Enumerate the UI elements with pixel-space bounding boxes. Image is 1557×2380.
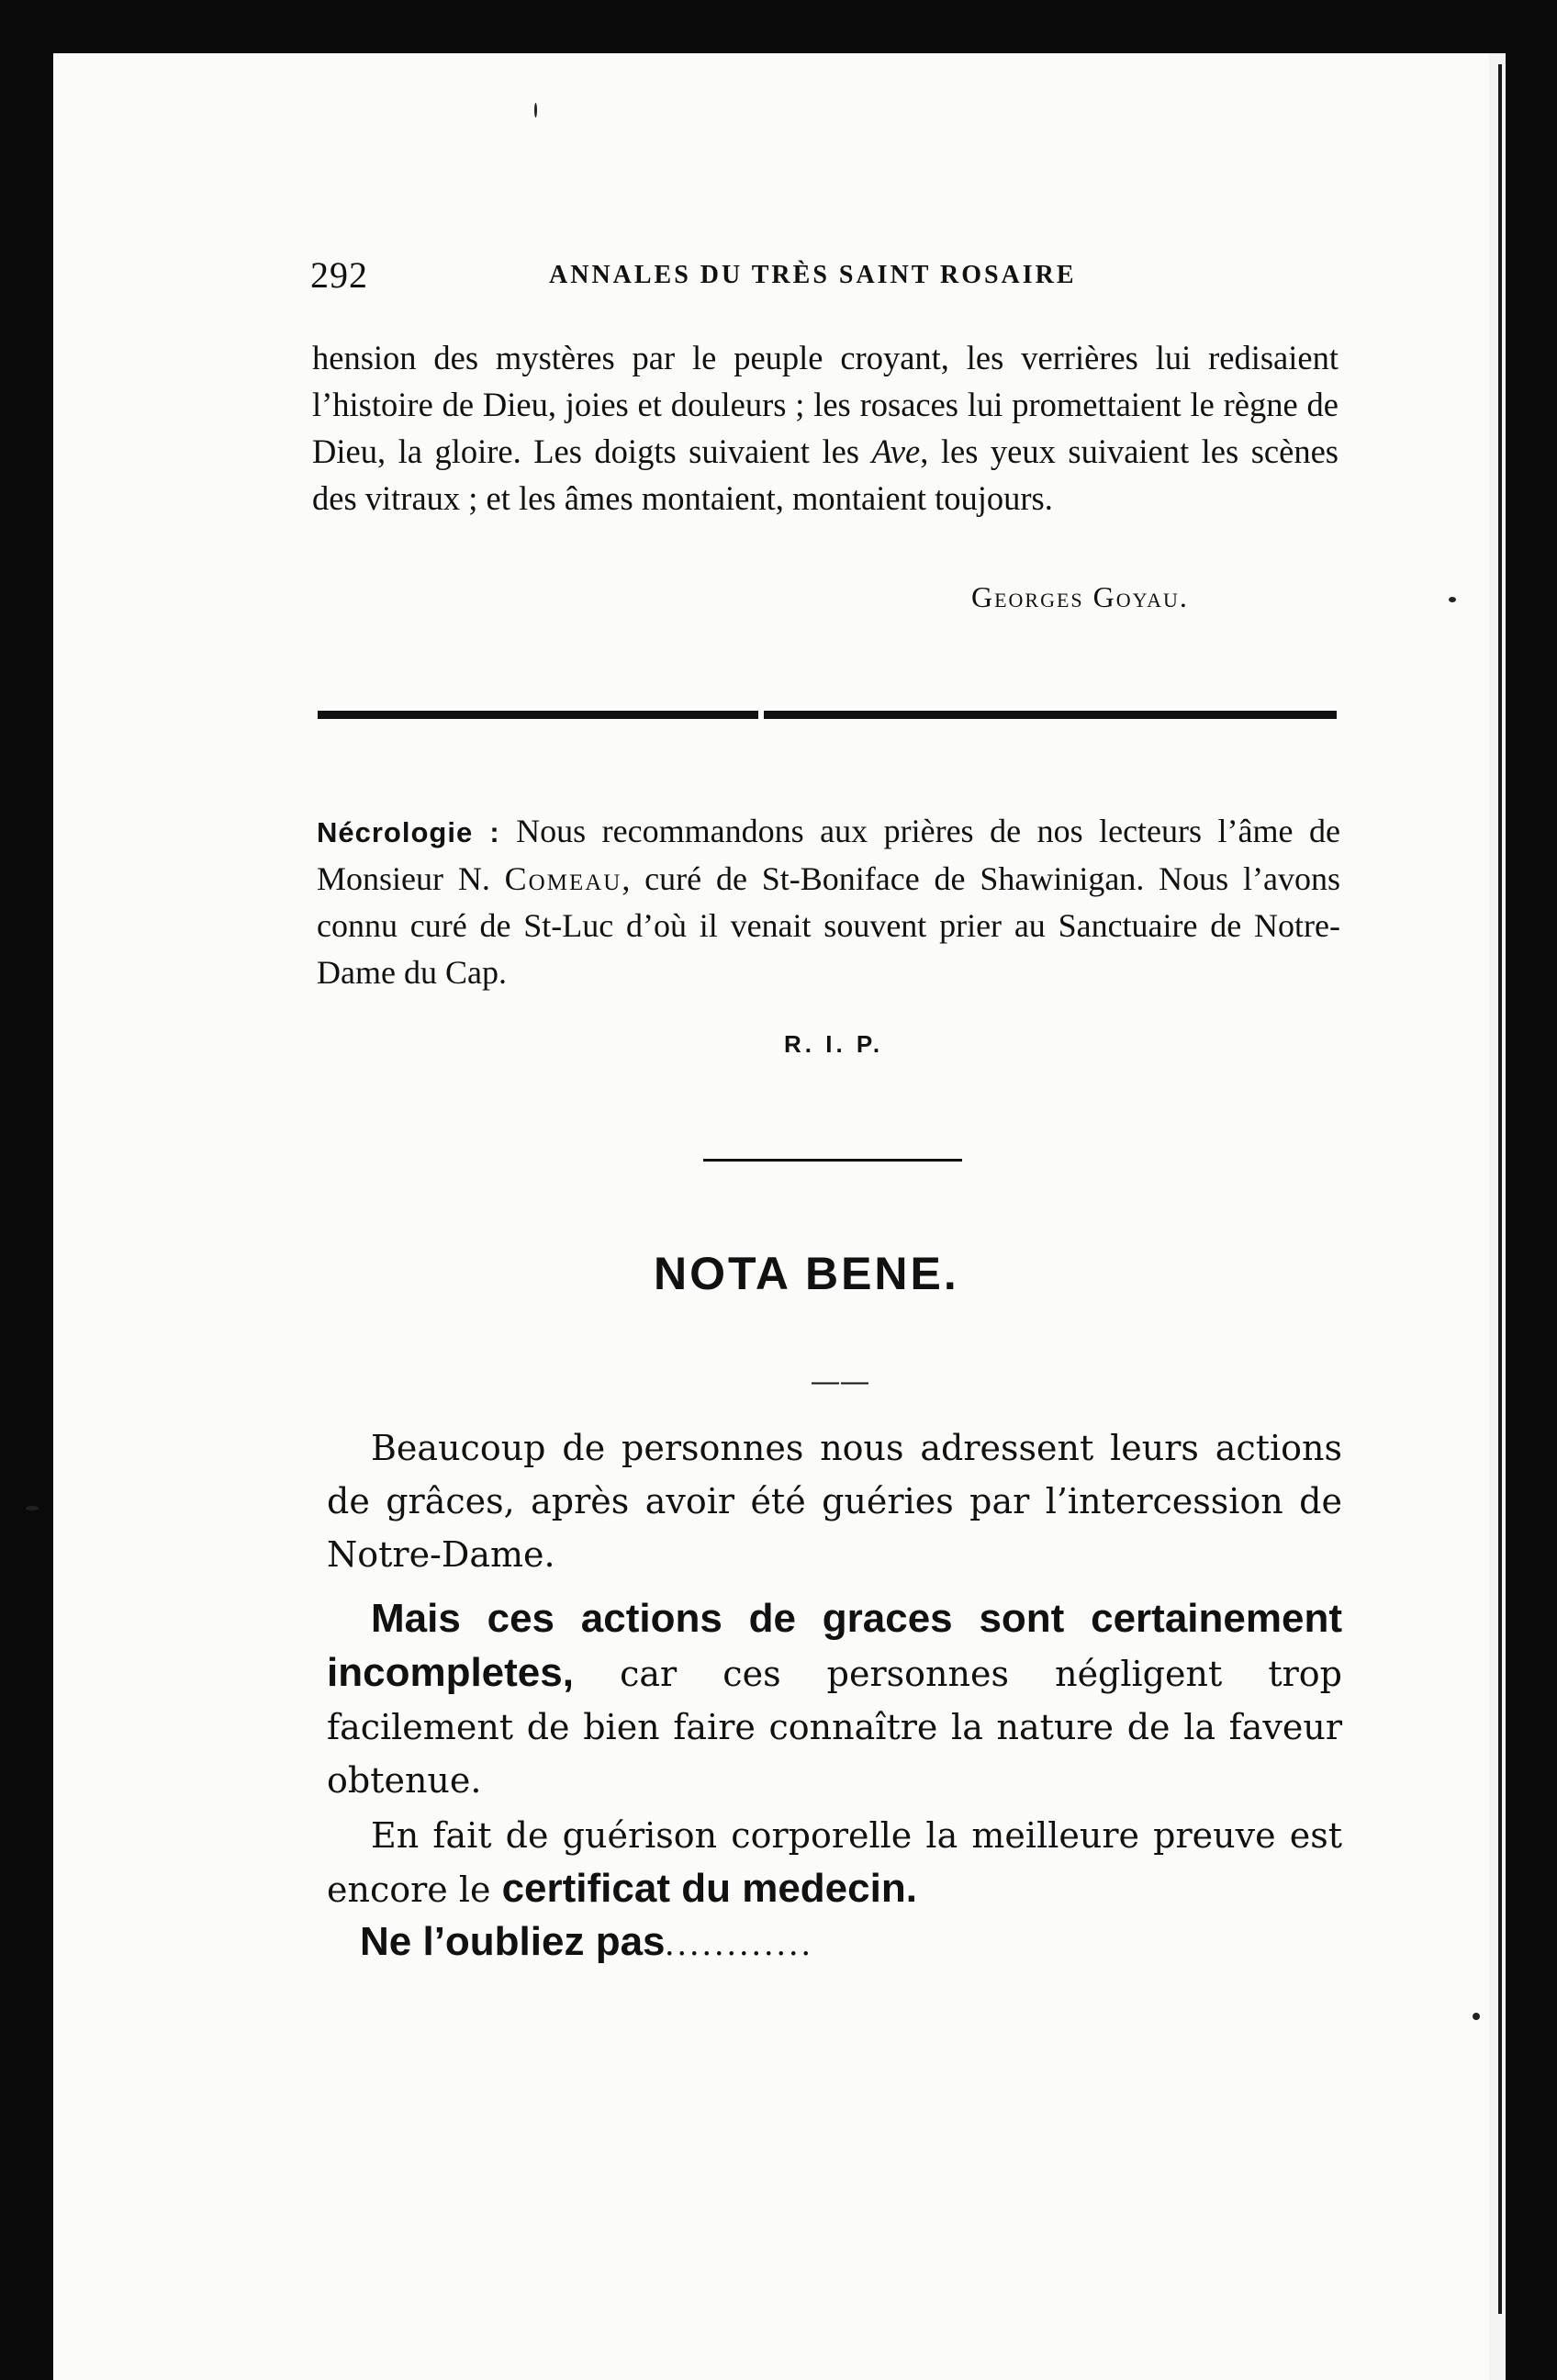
leader-dots: ............ [665,1925,814,1963]
nota-emphasis-reminder: Ne l’oubliez pas [360,1919,666,1964]
ave-word: Ave [871,432,921,470]
nota-emphasis-certificate: certificat du medecin. [501,1866,917,1911]
necrology-label: Nécrologie : [317,816,500,848]
section-divider-left [318,711,758,719]
deceased-name: Comeau [504,860,622,897]
author-signature: Georges Goyau. [971,580,1189,613]
section-divider-right [764,711,1337,719]
rip-line: R. I. P. [784,1030,884,1058]
article-text: hension des mystères par le peuple croyant, les verrières lui redisaient l’histoire de Dieu, joies et douleurs ; les rosaces lui promettaient le règne de Dieu, la gloire. Les doigts suivaient les [312,339,1339,470]
nota-paragraph-1: Beaucoup de personnes nous adressent leurs actions de grâces, après avoir été guéries par l’intercession de Notre-Dame. [327,1428,1342,1575]
binding-shadow [1498,64,1502,2314]
nota-paragraph-3-text: En fait de guérison corporelle la meilleure preuve est encore le [327,1815,1342,1910]
journal-title: ANNALES DU TRÈS SAINT ROSAIRE [549,261,1077,289]
page-edge [1489,53,1506,2380]
running-head [310,253,1339,298]
scan-speck [26,1506,39,1510]
nota-paragraph-2 [327,1592,1342,1807]
scan-speck [1473,2013,1480,2020]
nota-paragraph-2-text: car ces personnes négligent trop facilement de bien faire connaître la nature de la faveur obtenue. [327,1654,1342,1801]
nota-bene-separator: —— [812,1366,870,1397]
necrology-paragraph [317,808,1340,996]
necrology-text-rest: , curé de St-Boniface de Shawinigan. Nous l’avons connu curé de St-Luc d’où il venait souvent prier au Sanctuaire de Notre-Dame du Cap. [317,860,1340,991]
page-number: 292 [310,254,368,296]
nota-emphasis-incomplete: Mais ces actions de graces sont certainement incompletes, [327,1596,1342,1695]
scan-speck [534,103,537,118]
article-text-rest: , les yeux suivaient les scènes des vitraux ; et les âmes montaient, montaient toujours. [312,432,1339,517]
nota-paragraph-4 [327,1915,1342,1970]
nota-paragraph-3 [327,1809,1342,1916]
scan-speck [1449,597,1456,602]
nota-bene-title: NOTA BENE. [654,1248,959,1299]
necrology-text: Nous recommandons aux prières de nos lecteurs l’âme de Monsieur N. [317,813,1340,897]
article-closing-paragraph [312,334,1339,522]
short-divider [703,1159,962,1162]
